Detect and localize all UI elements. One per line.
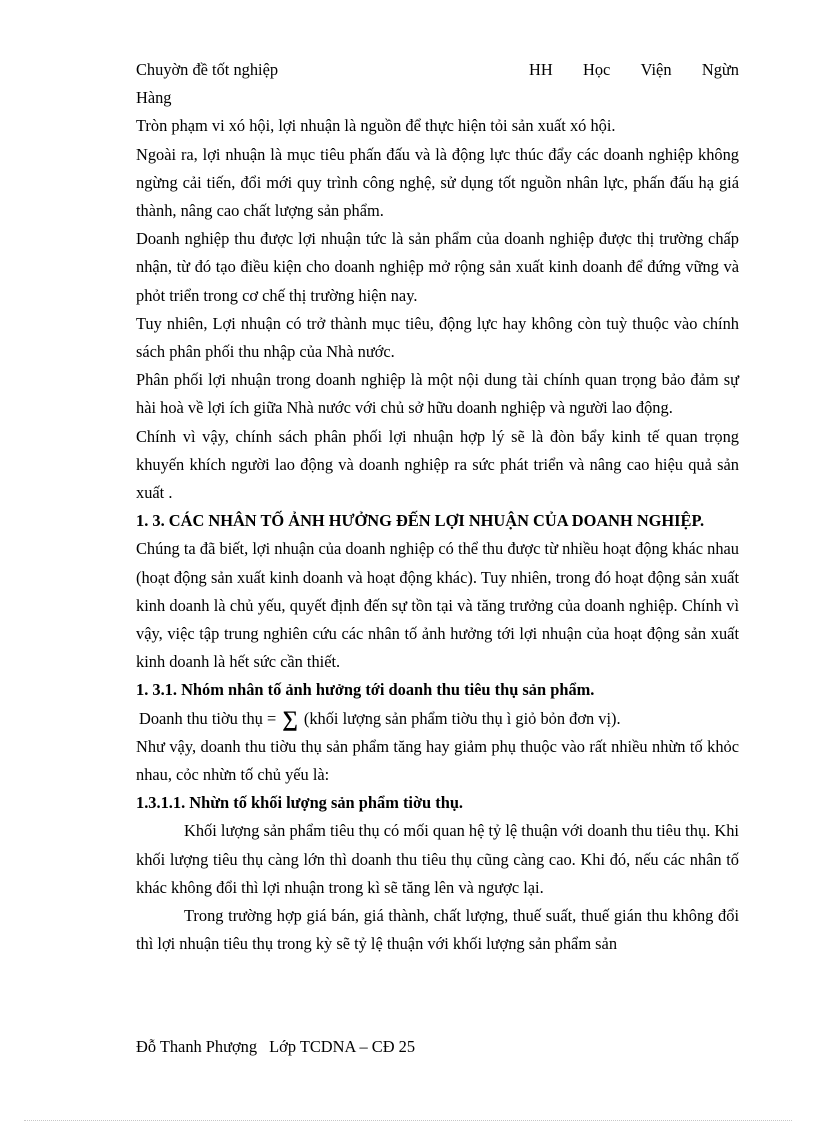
header-continuation: Hàng xyxy=(136,88,172,108)
subsection-heading: 1. 3.1. Nhóm nhân tố ảnh hưởng tới doanh thu tiêu thụ sản phẩm. xyxy=(136,680,595,700)
formula-right: (khối lượng sản phẩm tiờu thụ ì giỏ bỏn đơn vị). xyxy=(303,708,621,728)
body-paragraph: Ngoài ra, lợi nhuận là mục tiêu phấn đấu và là động lực thúc đẩy các doanh nghiệp không ngừng cải tiến, đổi mới quy trình công nghệ, sử dụng tốt nguồn nhân lực, phấn đấu hạ giá thành, nâng cao chất lượng sản phẩm. xyxy=(136,144,739,221)
section-paragraph: Chúng ta đã biết, lợi nhuận của doanh nghiệp có thể thu được từ nhiều hoạt động khác nhau (hoạt động sản xuất kinh doanh và hoạt động khác). Tuy nhiên, trong đó hoạt động sản xuất kinh doanh là chủ yếu, quyết định đến sự tồn tại và tăng trưởng của doanh nghiệp. Chính vì vậy, việc tập trung nghiên cứu các nhân tố ảnh hưởng tới lợi nhuận của hoạt động sản xuất kinh doanh là hết sức cần thiết. xyxy=(136,539,739,672)
page-header xyxy=(136,56,739,84)
formula-left: Doanh thu tiờu thụ = xyxy=(139,708,277,728)
body-paragraph: Tuy nhiên, Lợi nhuận có trở thành mục tiêu, động lực hay không còn tuỳ thuộc vào chính sách phân phối thu nhập của Nhà nước. xyxy=(136,313,739,362)
body-paragraph: Phân phối lợi nhuận trong doanh nghiệp là một nội dung tài chính quan trọng bảo đảm sự hài hoà về lợi ích giữa Nhà nước với chủ sở hữu doanh nghiệp và người lao động. xyxy=(136,370,739,418)
header-word: Ngừn xyxy=(701,60,739,79)
document-page xyxy=(136,56,739,959)
footer-class: Lớp TCDNA – CĐ 25 xyxy=(269,1037,416,1056)
header-word: Học xyxy=(583,60,611,79)
section-heading: 1. 3. CÁC NHÂN TỐ ẢNH HƯỞNG ĐẾN LỢI NHUẬN CỦA DOANH NGHIỆP. xyxy=(136,511,705,531)
body-paragraph: Chính vì vậy, chính sách phân phối lợi nhuận hợp lý sẽ là đòn bẩy kinh tế quan trọng khuyến khích người lao động và doanh nghiệp ra sức phát triển và nâng cao hiệu quả sản xuất . xyxy=(136,426,739,503)
body-paragraph-indented: Khối lượng sản phẩm tiêu thụ có mối quan hệ tỷ lệ thuận với doanh thu tiêu thụ. Khi khối lượng tiêu thụ càng lớn thì doanh thu tiêu thụ cũng càng cao. Khi đó, nếu các nhân tố khác không đổi thì lợi nhuận trong kì sẽ tăng lên và ngược lại. xyxy=(136,821,739,897)
header-word: HH xyxy=(529,60,553,79)
body-paragraph: Tròn phạm vi xó hội, lợi nhuận là nguồn để thực hiện tỏi sản xuất xó hội. xyxy=(136,116,616,136)
body-paragraph: Doanh nghiệp thu được lợi nhuận tức là sản phẩm của doanh nghiệp được thị trường chấp nhận, từ đó tạo điều kiện cho doanh nghiệp mở rộng sản xuất kinh doanh để đứng vững và phỏt triển trong cơ chế thị trường hiện nay. xyxy=(136,229,739,305)
formula-explanation: Như vậy, doanh thu tiờu thụ sản phẩm tăng hay giảm phụ thuộc vào rất nhiều nhừn tố khỏc nhau, cỏc nhừn tố chủ yếu là: xyxy=(136,736,739,785)
header-title-right xyxy=(529,56,739,84)
page-footer xyxy=(136,1037,415,1057)
header-title-left: Chuyờn đề tốt nghiệp xyxy=(136,60,279,79)
subsubsection-heading: 1.3.1.1. Nhừn tố khối lượng sản phẩm tiờu thụ. xyxy=(136,793,464,813)
sigma-symbol: ∑ xyxy=(282,705,298,731)
body-paragraph-indented: Trong trường hợp giá bán, giá thành, chất lượng, thuế suất, thuế gián thu không đổi thì lợi nhuận tiêu thụ trong kỳ sẽ tỷ lệ thuận với khối lượng sản phẩm sản xyxy=(136,906,739,954)
header-word: Viện xyxy=(640,60,672,79)
revenue-formula xyxy=(136,705,739,733)
footer-author: Đỗ Thanh Phượng xyxy=(136,1037,258,1056)
page-bottom-divider xyxy=(24,1120,792,1121)
